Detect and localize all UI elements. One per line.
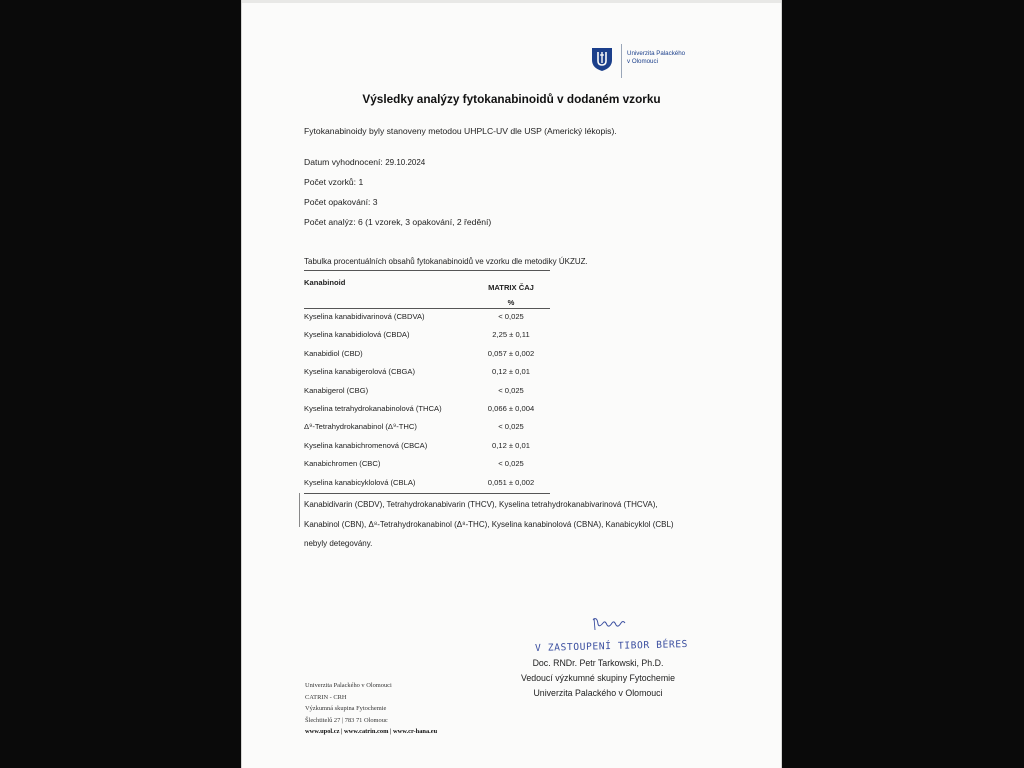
table-header <box>304 275 550 308</box>
signatory-institution: Univerzita Palackého v Olomouci <box>533 688 663 698</box>
not-detected-note <box>304 495 744 554</box>
document-title: Výsledky analýzy fytokanabinoidů v dodaném vzorku <box>362 92 661 106</box>
date-label: Datum vyhodnocení: <box>304 157 383 167</box>
note-line1: Kanabidivarin (CBDV), Tetrahydrokanabivarin (THCV), Kyselina tetrahydrokanabivarinová (THCVA), <box>304 500 658 509</box>
cannabinoid-name: Δ⁹-Tetrahydrokanabinol (Δ⁹-THC) <box>304 422 417 432</box>
university-logo <box>590 44 710 78</box>
upol-logo-icon <box>590 46 614 72</box>
table-bottom-rule <box>304 493 550 494</box>
table-row <box>304 474 550 492</box>
table-row <box>304 455 550 473</box>
page-edge-right <box>781 0 782 768</box>
cannabinoid-name: Kyselina kanabigerolová (CBGA) <box>304 367 416 377</box>
signatory-name: Doc. RNDr. Petr Tarkowski, Ph.D. <box>532 658 664 668</box>
table-row <box>304 345 550 363</box>
table-top-rule <box>304 270 550 271</box>
table-row <box>304 437 550 455</box>
logo-divider <box>621 44 622 78</box>
method-text: Fytokanabinoidy byly stanoveny metodou UHPLC-UV dle USP (Americký lékopis). <box>304 126 617 136</box>
cannabinoid-name: Kyselina kanabidiolová (CBDA) <box>304 330 410 340</box>
footer-web-links: www.upol.cz | www.catrin.com | www.cr-hana.eu <box>305 728 438 735</box>
cannabinoid-value: 0,12 ± 0,01 <box>492 440 530 450</box>
document-page <box>241 0 782 768</box>
cannabinoid-value: 0,12 ± 0,01 <box>492 367 530 377</box>
analysis-count: Počet analýz: 6 (1 vzorek, 3 opakování, 2 ředění) <box>304 217 492 227</box>
cannabinoid-name: Kyselina kanabidivarinová (CBDVA) <box>304 312 425 321</box>
cannabinoid-table <box>304 275 550 492</box>
date-value: 29.10.2024 <box>385 158 426 167</box>
header-cannabinoid: Kanabinoid <box>304 278 346 287</box>
footer-line3: Výzkumná skupina Fytochemie <box>305 705 387 712</box>
header-unit: % <box>507 298 515 307</box>
repeat-count: Počet opakování: 3 <box>304 197 378 207</box>
cannabinoid-value: < 0,025 <box>498 422 524 432</box>
cannabinoid-name: Kyselina kanabicyklolová (CBLA) <box>304 477 416 487</box>
cannabinoid-name: Kanabigerol (CBG) <box>304 385 369 395</box>
table-body <box>304 308 550 492</box>
cannabinoid-name: Kanabidiol (CBD) <box>304 348 363 358</box>
footer-address <box>305 680 437 738</box>
table-row <box>304 400 550 418</box>
sample-count: Počet vzorků: 1 <box>304 177 364 187</box>
footer-line4: Šlechtitelů 27 | 783 71 Olomouc <box>305 716 388 724</box>
cannabinoid-name: Kyselina kanabichromenová (CBCA) <box>304 440 428 450</box>
table-row <box>304 382 550 400</box>
table-row <box>304 363 550 381</box>
logo-text <box>627 50 685 66</box>
scan-shadow <box>241 0 782 3</box>
header-sample <box>480 280 542 310</box>
signatory-block <box>505 656 691 701</box>
header-sample-name: MATRIX ČAJ <box>488 283 534 292</box>
cannabinoid-value: < 0,025 <box>498 385 524 395</box>
note-line3: nebyly detegovány. <box>304 539 373 548</box>
evaluation-date <box>304 157 425 167</box>
footer-line1: Univerzita Palackého v Olomouci <box>305 682 392 689</box>
cannabinoid-value: 0,066 ± 0,004 <box>487 403 535 413</box>
cannabinoid-value: 0,057 ± 0,002 <box>487 348 535 358</box>
cannabinoid-value: < 0,025 <box>498 312 524 321</box>
table-row <box>304 308 550 326</box>
handwritten-signature <box>589 614 629 636</box>
cannabinoid-name: Kanabichromen (CBC) <box>304 459 381 469</box>
table-row <box>304 326 550 344</box>
logo-text-line1: Univerzita Palackého <box>627 50 686 57</box>
cannabinoid-value: 0,051 ± 0,002 <box>487 477 535 487</box>
logo-text-line2: v Olomouci <box>627 58 658 65</box>
note-line2: Kanabinol (CBN), Δ⁸-Tetrahydrokanabinol (Δ⁸-THC), Kyselina kanabinolová (CBNA), Kanabicyklol (CBL) <box>304 519 674 529</box>
handwritten-note: V ZASTOUPENÍ TIBOR BÉRES <box>534 638 689 655</box>
page-edge-left <box>241 0 242 768</box>
footer-line2: CATRIN - CRH <box>305 693 347 701</box>
table-row <box>304 418 550 436</box>
cannabinoid-value: 2,25 ± 0,11 <box>492 330 530 340</box>
signatory-role: Vedoucí výzkumné skupiny Fytochemie <box>520 673 676 683</box>
table-caption: Tabulka procentuálních obsahů fytokanabinoidů ve vzorku dle metodiky ÚKZUZ. <box>304 257 588 266</box>
margin-mark <box>299 493 300 527</box>
cannabinoid-value: < 0,025 <box>498 459 524 469</box>
cannabinoid-name: Kyselina tetrahydrokanabinolová (THCA) <box>304 403 442 413</box>
